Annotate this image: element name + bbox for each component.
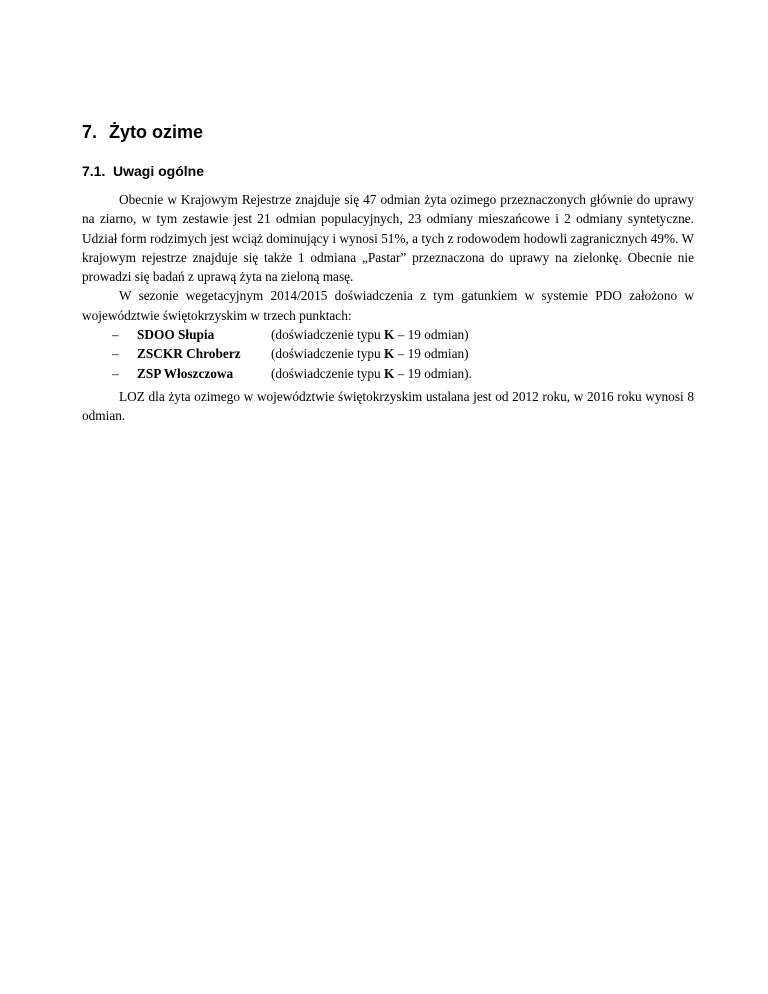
trial-description: (doświadczenie typu K – 19 odmian) (271, 327, 469, 343)
location-name: SDOO Słupia (137, 327, 215, 343)
section-heading (82, 163, 204, 179)
list-item (82, 364, 694, 383)
location-name: ZSP Włoszczowa (137, 365, 234, 381)
paragraph-season: W sezonie wegetacyjnym 2014/2015 doświadczenia z tym gatunkiem w systemie PDO założono w województwie świętokrzyskim w trzech punktach: (82, 288, 694, 323)
section-title: Uwagi ogólne (113, 163, 204, 179)
chapter-number: 7. (82, 122, 98, 142)
section-body (82, 190, 694, 426)
location-name: ZSCKR Chroberz (137, 346, 241, 362)
trial-location-list (82, 325, 694, 383)
list-item (82, 344, 694, 363)
list-item (82, 325, 694, 344)
trial-description: (doświadczenie typu K – 19 odmian). (271, 365, 472, 381)
list-dash: – (112, 365, 119, 381)
list-dash: – (112, 346, 119, 362)
chapter-heading (82, 122, 203, 143)
paragraph-register: Obecnie w Krajowym Rejestrze znajduje się 47 odmian żyta ozimego przeznaczonych głównie do uprawy na ziarno, w tym zestawie jest 21 odmian populacyjnych, 23 odmiany mieszańcowe i 2 odmiany syntetyczne. Udział form rodzimych jest wciąż dominujący i wynosi 51%, a tych z rodowodem hodowli zagranicznych 49%. W krajowym rejestrze znajduje się także 1 odmiana „Pastar” przeznaczona do uprawy na zielonkę. Obecnie nie prowadzi się badań z uprawą żyta na zieloną masę. (82, 192, 694, 285)
section-number: 7.1. (82, 163, 106, 179)
paragraph-loz: LOZ dla żyta ozimego w województwie świętokrzyskim ustalana jest od 2012 roku, w 2016 roku wynosi 8 odmian. (82, 388, 694, 424)
trial-description: (doświadczenie typu K – 19 odmian) (271, 346, 469, 362)
chapter-title: Żyto ozime (109, 122, 204, 142)
list-dash: – (112, 327, 119, 343)
